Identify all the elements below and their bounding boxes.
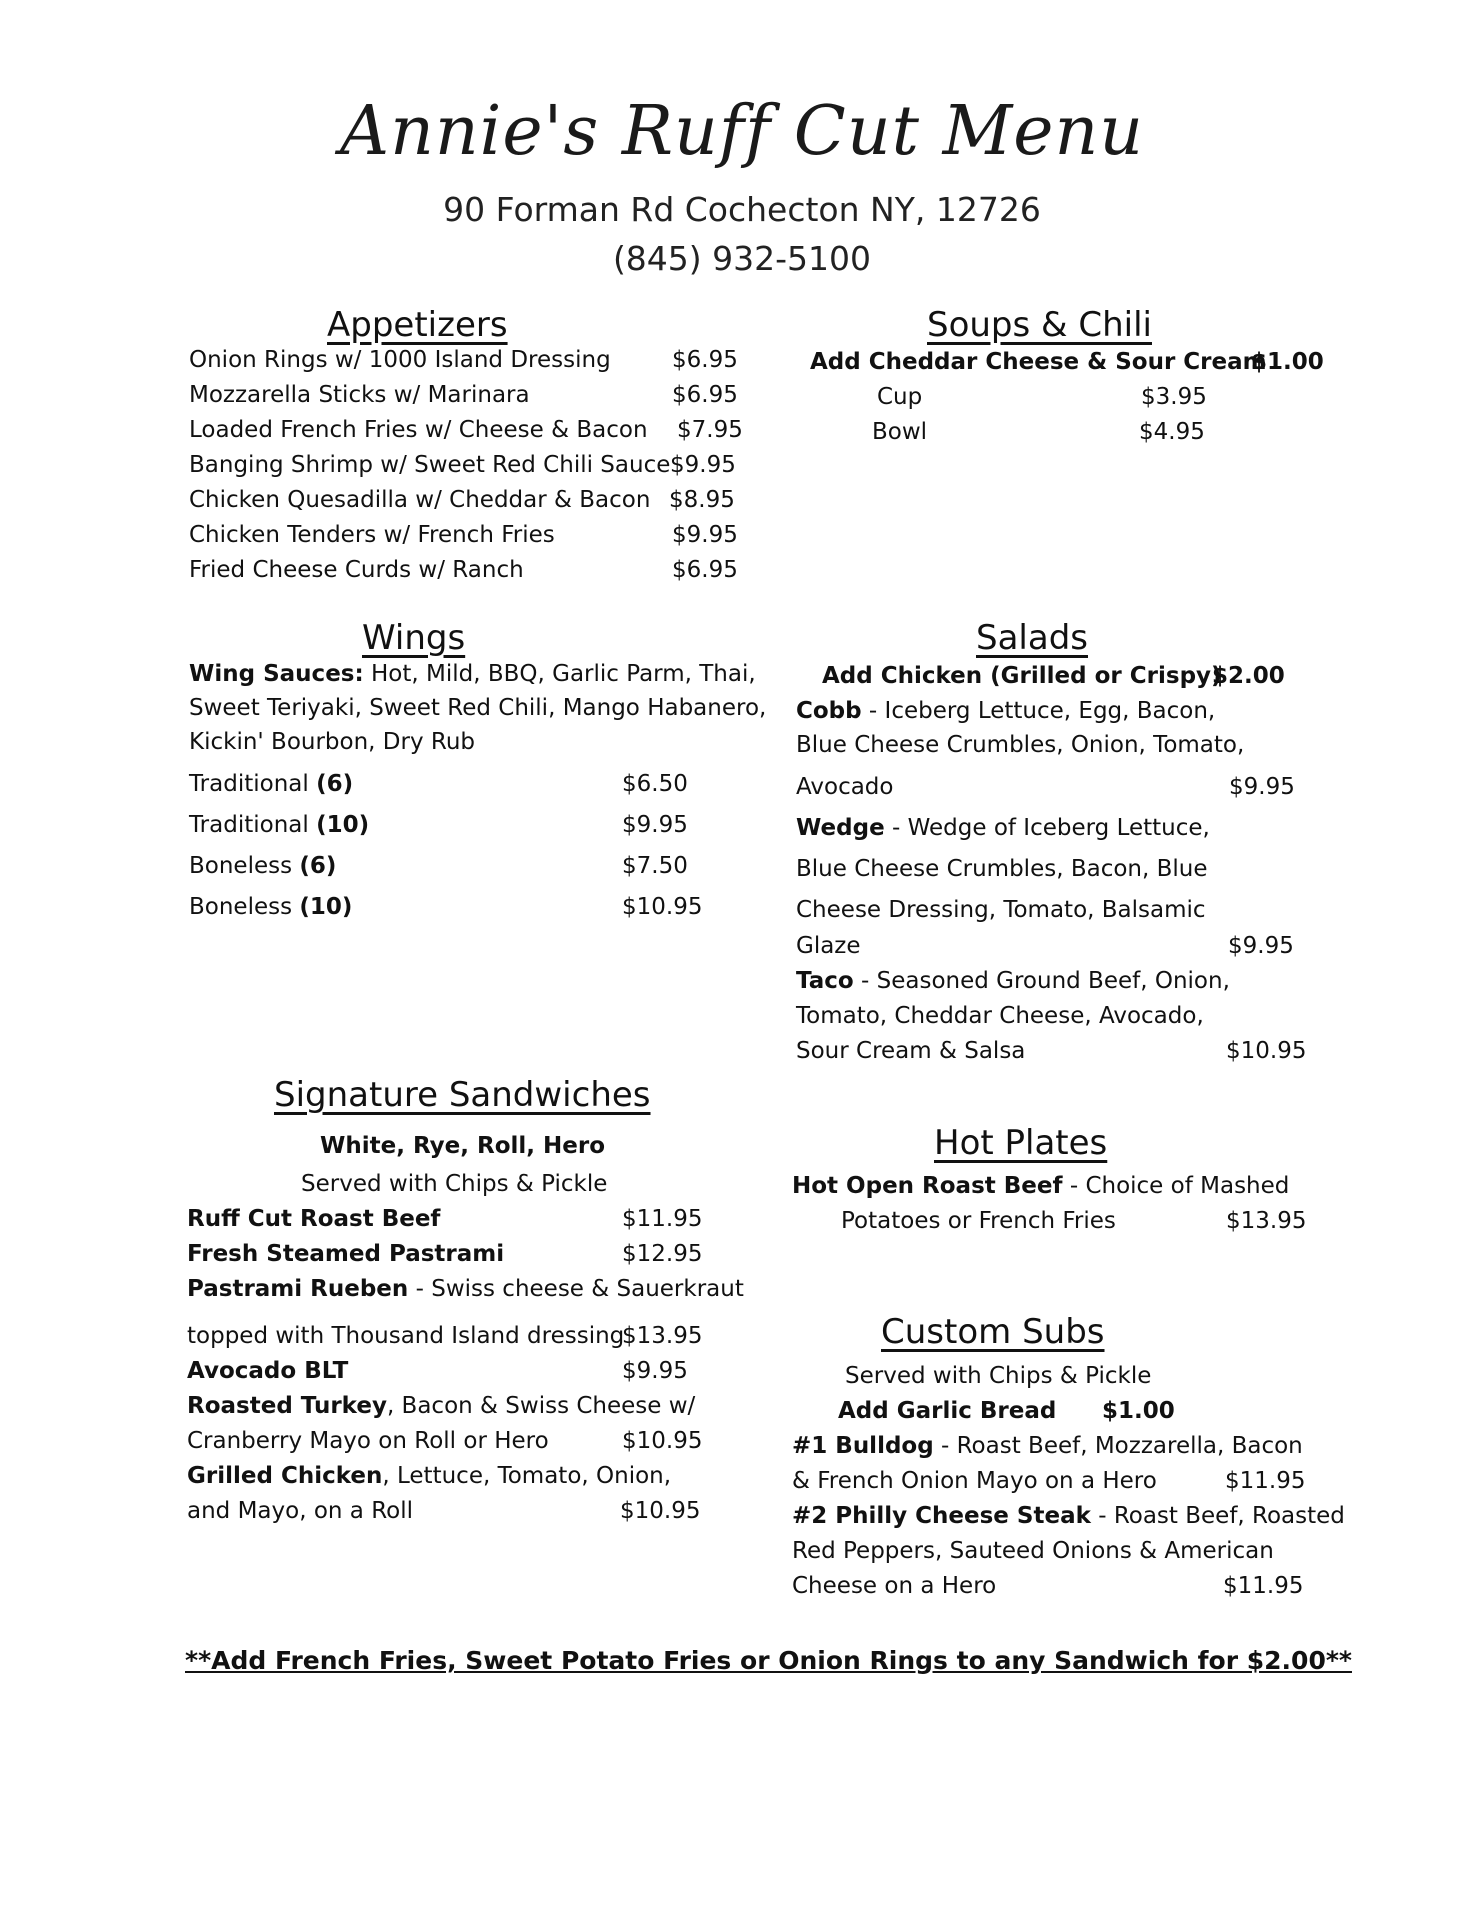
sandwich-turkey-line1: [187, 1392, 695, 1420]
salad-cobb-line1: [796, 697, 1215, 725]
salad-taco-line1: [796, 967, 1230, 995]
wing-sauces-line2: Sweet Teriyaki, Sweet Red Chili, Mango Habanero,: [189, 695, 767, 721]
wing-item-name: Boneless: [189, 894, 293, 920]
salad-cobb-line3: Avocado: [796, 774, 894, 800]
salad-wedge-line2: Blue Cheese Crumbles, Bacon, Blue: [796, 856, 1208, 882]
phone: (845) 932-5100: [612, 239, 872, 278]
sandwich-turkey-line2: Cranberry Mayo on Roll or Hero: [187, 1428, 549, 1454]
sandwich-pastrami-price: $12.95: [622, 1241, 703, 1267]
wing-item-count: (10): [299, 894, 353, 920]
section-title-soups: Soups & Chili: [927, 305, 1152, 345]
sandwich-pastrami: Fresh Steamed Pastrami: [187, 1241, 505, 1267]
hot-plate-line2: Potatoes or French Fries: [841, 1208, 1116, 1234]
sandwich-turkey-name: Roasted Turkey: [187, 1393, 387, 1419]
sandwich-breads: White, Rye, Roll, Hero: [320, 1133, 605, 1159]
sandwich-served: Served with Chips & Pickle: [301, 1171, 608, 1197]
appetizer-name: Chicken Quesadilla w/ Cheddar & Bacon: [189, 487, 651, 513]
sub-philly-name: #2 Philly Cheese Steak: [792, 1503, 1091, 1529]
section-title-hot-plates: Hot Plates: [934, 1123, 1108, 1163]
wing-item: [189, 811, 369, 839]
sandwich-roast-beef: Ruff Cut Roast Beef: [187, 1206, 441, 1232]
appetizer-name: Fried Cheese Curds w/ Ranch: [189, 557, 524, 583]
subs-addon-price: $1.00: [1102, 1398, 1175, 1424]
sandwich-turkey-desc: , Bacon & Swiss Cheese w/: [386, 1393, 696, 1419]
wing-item: [189, 893, 352, 921]
sub-philly-line2: Red Peppers, Sauteed Onions & American: [792, 1538, 1274, 1564]
section-title-sandwiches: Signature Sandwiches: [274, 1075, 651, 1115]
salad-wedge-line1: [796, 814, 1210, 842]
wing-item-price: $9.95: [622, 812, 688, 838]
salad-taco-desc: - Seasoned Ground Beef, Onion,: [861, 968, 1230, 994]
wing-item: [189, 770, 353, 798]
salad-wedge-desc: - Wedge of Iceberg Lettuce,: [892, 815, 1210, 841]
appetizer-name: Loaded French Fries w/ Cheese & Bacon: [189, 417, 648, 443]
hot-plate-name: Hot Open Roast Beef: [792, 1173, 1063, 1199]
sandwich-rueben-line2: topped with Thousand Island dressing: [187, 1323, 625, 1349]
salad-wedge-line3: Cheese Dressing, Tomato, Balsamic: [796, 897, 1206, 923]
appetizer-price: $6.95: [672, 557, 738, 583]
sandwich-roast-beef-price: $11.95: [622, 1206, 703, 1232]
salads-addon-price: $2.00: [1212, 663, 1285, 689]
appetizer-price: $7.95: [677, 417, 743, 443]
sandwich-chicken-line2: and Mayo, on a Roll: [187, 1498, 413, 1524]
sub-philly-desc: - Roast Beef, Roasted: [1098, 1503, 1345, 1529]
soup-item-cup-price: $3.95: [1141, 384, 1207, 410]
appetizer-price: $6.95: [672, 382, 738, 408]
wing-item-count: (6): [299, 853, 337, 879]
subs-served: Served with Chips & Pickle: [845, 1363, 1152, 1389]
address: 90 Forman Rd Cochecton NY, 12726: [443, 190, 1041, 229]
salad-taco-line2: Tomato, Cheddar Cheese, Avocado,: [796, 1003, 1204, 1029]
wing-item-price: $10.95: [622, 894, 703, 920]
salad-wedge-name: Wedge: [796, 815, 885, 841]
wing-item-count: (10): [316, 812, 370, 838]
footer-note: **Add French Fries, Sweet Potato Fries or Onion Rings to any Sandwich for $2.00**: [185, 1646, 1352, 1675]
sandwich-rueben-price: $13.95: [622, 1323, 703, 1349]
hot-plate-price: $13.95: [1226, 1208, 1307, 1234]
soup-item-bowl: Bowl: [872, 419, 928, 445]
soups-addon-price: $1.00: [1251, 349, 1324, 375]
section-title-appetizers: Appetizers: [327, 305, 508, 345]
appetizer-price: $8.95: [669, 487, 735, 513]
sub-bulldog-price: $11.95: [1225, 1468, 1306, 1494]
sandwich-chicken-desc: , Lettuce, Tomato, Onion,: [382, 1463, 672, 1489]
salad-wedge-price: $9.95: [1228, 933, 1294, 959]
wing-sauces-line1: [189, 660, 756, 688]
sandwich-chicken-name: Grilled Chicken: [187, 1463, 383, 1489]
sandwich-blt: Avocado BLT: [187, 1358, 349, 1384]
salad-taco-line3: Sour Cream & Salsa: [796, 1038, 1026, 1064]
wing-item-name: Boneless: [189, 853, 293, 879]
salad-cobb-name: Cobb: [796, 698, 862, 724]
appetizer-price: $9.95: [672, 522, 738, 548]
soup-item-bowl-price: $4.95: [1139, 419, 1205, 445]
sub-philly-price: $11.95: [1223, 1573, 1304, 1599]
subs-addon: Add Garlic Bread: [838, 1398, 1057, 1424]
wing-item-count: (6): [316, 771, 354, 797]
appetizer-name: Banging Shrimp w/ Sweet Red Chili Sauce: [189, 452, 671, 478]
sub-bulldog-line2: & French Onion Mayo on a Hero: [792, 1468, 1157, 1494]
wing-sauces-text: Hot, Mild, BBQ, Garlic Parm, Thai,: [371, 661, 756, 687]
sandwich-rueben-desc: - Swiss cheese & Sauerkraut: [415, 1276, 744, 1302]
wing-sauces-line3: Kickin' Bourbon, Dry Rub: [189, 729, 476, 755]
sandwich-turkey-price: $10.95: [622, 1428, 703, 1454]
sub-bulldog-desc: - Roast Beef, Mozzarella, Bacon: [941, 1433, 1303, 1459]
hot-plate-line1: [792, 1172, 1289, 1200]
sandwich-rueben-line1: [187, 1275, 744, 1303]
appetizer-price: $9.95: [670, 452, 736, 478]
section-title-subs: Custom Subs: [881, 1312, 1105, 1352]
appetizer-name: Onion Rings w/ 1000 Island Dressing: [189, 347, 611, 373]
salad-cobb-desc: - Iceberg Lettuce, Egg, Bacon,: [868, 698, 1216, 724]
sandwich-chicken-price: $10.95: [620, 1498, 701, 1524]
wing-item: [189, 852, 336, 880]
wing-item-price: $6.50: [622, 771, 688, 797]
wing-sauces-label: Wing Sauces:: [189, 661, 364, 687]
salad-cobb-line2: Blue Cheese Crumbles, Onion, Tomato,: [796, 732, 1245, 758]
salad-cobb-price: $9.95: [1229, 774, 1295, 800]
sandwich-blt-price: $9.95: [622, 1358, 688, 1384]
soups-addon: Add Cheddar Cheese & Sour Cream: [810, 349, 1267, 375]
sub-bulldog-name: #1 Bulldog: [792, 1433, 934, 1459]
sandwich-chicken-line1: [187, 1462, 671, 1490]
appetizer-name: Chicken Tenders w/ French Fries: [189, 522, 555, 548]
appetizer-price: $6.95: [672, 347, 738, 373]
wing-item-name: Traditional: [189, 771, 309, 797]
sub-philly-line1: [792, 1502, 1345, 1530]
salad-wedge-line4: Glaze: [796, 933, 861, 959]
sub-bulldog-line1: [792, 1432, 1303, 1460]
salad-taco-name: Taco: [796, 968, 854, 994]
appetizer-name: Mozzarella Sticks w/ Marinara: [189, 382, 530, 408]
hot-plate-desc: - Choice of Mashed: [1069, 1173, 1290, 1199]
sandwich-rueben-name: Pastrami Rueben: [187, 1276, 409, 1302]
wing-item-price: $7.50: [622, 853, 688, 879]
soup-item-cup: Cup: [877, 384, 923, 410]
salad-taco-price: $10.95: [1226, 1038, 1307, 1064]
menu-title: Annie's Ruff Cut Menu: [339, 92, 1145, 171]
wing-item-name: Traditional: [189, 812, 309, 838]
section-title-salads: Salads: [976, 618, 1088, 658]
section-title-wings: Wings: [362, 618, 466, 658]
salads-addon: Add Chicken (Grilled or Crispy): [822, 663, 1222, 689]
sub-philly-line3: Cheese on a Hero: [792, 1573, 997, 1599]
